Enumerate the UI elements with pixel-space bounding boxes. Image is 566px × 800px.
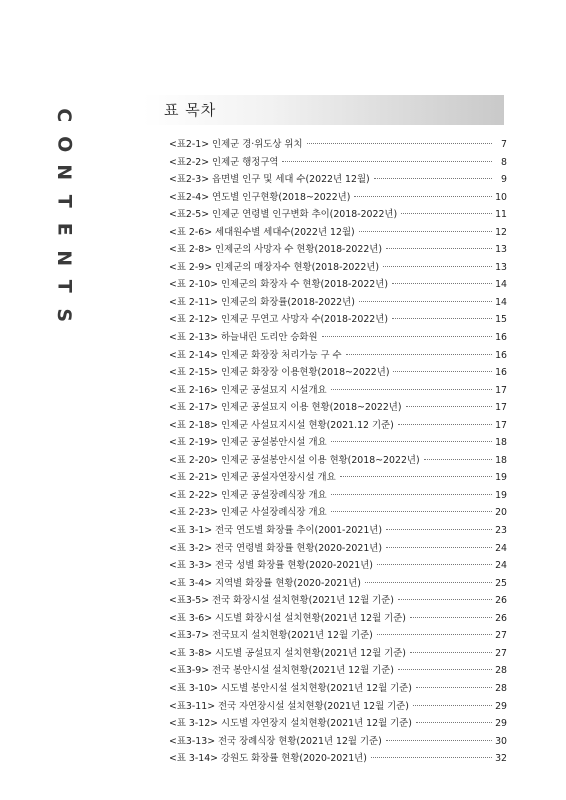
- toc-entry-page-number: 24: [495, 542, 507, 554]
- toc-entry-page-number: 23: [495, 525, 507, 537]
- contents-letter: T: [53, 194, 76, 208]
- toc-leader-dots: [413, 705, 492, 706]
- toc-entry-label: <표 2-22> 인제군 공설장례식장 개요: [169, 489, 327, 501]
- toc-entry[interactable]: [169, 504, 507, 522]
- toc-leader-dots: [331, 511, 492, 512]
- toc-leader-dots: [331, 441, 492, 442]
- toc-entry-page-number: 18: [495, 437, 507, 449]
- toc-leader-dots: [377, 564, 492, 565]
- contents-letter: E: [53, 222, 76, 236]
- toc-leader-dots: [386, 547, 492, 548]
- toc-entry-page-number: 25: [495, 577, 507, 589]
- toc-entry-label: <표 3-10> 시도별 봉안시설 설치현황(2021년 12월 기준): [169, 682, 412, 694]
- toc-entry-page-number: 32: [495, 753, 507, 765]
- toc-entry-label: <표 2-19> 인제군 공설봉안시설 개요: [169, 437, 327, 449]
- toc-entry[interactable]: [169, 662, 507, 680]
- toc-entry[interactable]: [169, 680, 507, 698]
- toc-entry-page-number: 16: [495, 367, 507, 379]
- contents-letter: S: [53, 307, 76, 322]
- toc-entry-label: <표 3-1> 전국 연도별 화장률 추이(2001-2021년): [169, 525, 383, 537]
- toc-entry-page-number: 13: [495, 244, 507, 256]
- toc-entry-label: <표 3-3> 전국 성별 화장률 현황(2020-2021년): [169, 560, 373, 572]
- toc-leader-dots: [359, 301, 492, 302]
- toc-entry-label: <표 2-10> 인제군의 화장자 수 현황(2018-2022년): [169, 279, 388, 291]
- toc-entry-page-number: 16: [495, 349, 507, 361]
- toc-entry-label: <표 2-20> 인제군 공설봉안시설 이용 현황(2018~2022년): [169, 454, 420, 466]
- toc-leader-dots: [392, 318, 492, 319]
- toc-entry-label: <표3-7> 전국묘지 설치현황(2021년 12월 기준): [169, 630, 373, 642]
- toc-entry-label: <표 3-14> 강원도 화장률 현황(2020-2021년): [169, 753, 367, 765]
- toc-entry-label: <표 2-14> 인제군 화장장 처리가능 구 수: [169, 349, 342, 361]
- toc-entry-label: <표 2-21> 인제군 공설자연장시설 개요: [169, 472, 336, 484]
- toc-entry-label: <표 2-13> 하늘내린 도리안 승화원: [169, 332, 318, 344]
- toc-entry-label: <표 3-2> 전국 연령별 화장률 현황(2020-2021년): [169, 542, 383, 554]
- toc-entry[interactable]: [169, 575, 507, 593]
- toc-leader-dots: [354, 196, 492, 197]
- toc-leader-dots: [398, 599, 492, 600]
- toc-entry-page-number: 17: [495, 384, 507, 396]
- toc-entry-page-number: 10: [495, 191, 507, 203]
- toc-entry[interactable]: [169, 364, 507, 382]
- toc-entry-label: <표2-5> 인제군 연령별 인구변화 추이(2018-2022년): [169, 209, 398, 221]
- toc-entry-label: <표 2-23> 인제군 사설장례식장 개요: [169, 507, 327, 519]
- toc-leader-dots: [331, 494, 492, 495]
- toc-entry-page-number: 28: [495, 682, 507, 694]
- toc-leader-dots: [393, 371, 492, 372]
- toc-leader-dots: [386, 248, 492, 249]
- contents-letter: N: [53, 164, 76, 181]
- toc-leader-dots: [410, 617, 492, 618]
- toc-leader-dots: [282, 161, 492, 162]
- toc-entry-label: <표2-1> 인제군 경·위도상 위치: [169, 139, 303, 150]
- toc-entry-page-number: 28: [495, 665, 507, 677]
- toc-entry-label: <표3-9> 전국 봉안시설 설치현황(2021년 12월 기준): [169, 665, 394, 677]
- toc-entry-page-number: 27: [495, 630, 507, 642]
- contents-letter: N: [53, 249, 76, 266]
- toc-entry-label: <표3-11> 전국 자연장시설 설치현황(2021년 12월 기준): [169, 700, 409, 712]
- toc-entry[interactable]: [169, 259, 507, 277]
- toc-leader-dots: [406, 406, 492, 407]
- toc-leader-dots: [416, 687, 492, 688]
- toc-entry[interactable]: [169, 452, 507, 470]
- toc-entry-page-number: 16: [495, 332, 507, 344]
- toc-entry-page-number: 7: [501, 139, 507, 150]
- contents-letter: O: [53, 135, 76, 152]
- toc-entry[interactable]: [169, 469, 507, 487]
- toc-leader-dots: [386, 740, 492, 741]
- toc-entry-label: <표 2-17> 인제군 공설묘지 이용 현황(2018~2022년): [169, 402, 402, 414]
- toc-entry[interactable]: [169, 311, 507, 329]
- toc-entry[interactable]: [169, 557, 507, 575]
- contents-letter: T: [53, 279, 76, 293]
- toc-entry-page-number: 14: [495, 296, 507, 308]
- toc-entry-page-number: 14: [495, 279, 507, 291]
- toc-entry-page-number: 29: [495, 718, 507, 730]
- toc-entry[interactable]: [169, 382, 507, 400]
- toc-entry-page-number: 29: [495, 700, 507, 712]
- toc-entry-page-number: 8: [501, 156, 507, 168]
- toc-entry-label: <표 2-12> 인제군 무연고 사망자 수(2018-2022년): [169, 314, 388, 326]
- toc-entry[interactable]: [169, 750, 507, 768]
- toc-entry[interactable]: [169, 715, 507, 733]
- toc-leader-dots: [392, 283, 492, 284]
- toc-leader-dots: [401, 213, 492, 214]
- toc-entry-label: <표2-3> 읍면별 인구 및 세대 수(2022년 12월): [169, 174, 370, 186]
- toc-leader-dots: [322, 336, 492, 337]
- page-title: 표 목차: [164, 101, 217, 119]
- toc-entry-page-number: 19: [495, 472, 507, 484]
- toc-entry[interactable]: [169, 136, 507, 154]
- table-of-contents-list: [169, 136, 507, 768]
- toc-entry[interactable]: [169, 733, 507, 751]
- toc-entry-label: <표 2-16> 인제군 공설묘지 시설개요: [169, 384, 327, 396]
- toc-entry[interactable]: [169, 522, 507, 540]
- toc-leader-dots: [424, 459, 492, 460]
- toc-entry[interactable]: [169, 610, 507, 628]
- toc-entry-label: <표 2-18> 인제군 사설묘지시설 현황(2021.12 기준): [169, 419, 394, 431]
- toc-entry[interactable]: [169, 329, 507, 347]
- toc-entry-page-number: 11: [495, 209, 507, 221]
- toc-entry[interactable]: [169, 224, 507, 242]
- toc-entry-page-number: 13: [495, 261, 507, 273]
- toc-entry-label: <표3-5> 전국 화장시설 설치현황(2021년 12월 기준): [169, 595, 394, 607]
- toc-entry-label: <표 2-8> 인제군의 사망자 수 현황(2018-2022년): [169, 244, 383, 256]
- toc-leader-dots: [377, 634, 492, 635]
- toc-entry-page-number: 17: [495, 402, 507, 414]
- toc-entry-label: <표 3-8> 시도별 공설묘지 설치현황(2021년 12월 기준): [169, 647, 406, 659]
- toc-leader-dots: [383, 266, 492, 267]
- toc-entry-page-number: 19: [495, 489, 507, 501]
- toc-leader-dots: [371, 757, 492, 758]
- toc-entry-label: <표2-4> 연도별 인구현황(2018~2022년): [169, 191, 351, 203]
- toc-entry-label: <표 2-9> 인제군의 매장자수 현황(2018-2022년): [169, 261, 380, 273]
- toc-entry-page-number: 27: [495, 647, 507, 659]
- toc-entry[interactable]: [169, 171, 507, 189]
- toc-entry[interactable]: [169, 487, 507, 505]
- toc-leader-dots: [410, 652, 492, 653]
- toc-leader-dots: [340, 476, 492, 477]
- toc-entry[interactable]: [169, 540, 507, 558]
- toc-entry[interactable]: [169, 698, 507, 716]
- toc-entry-label: <표 3-4> 지역별 화장률 현황(2020-2021년): [169, 577, 361, 589]
- toc-entry-page-number: 30: [495, 735, 507, 747]
- toc-leader-dots: [346, 354, 492, 355]
- toc-entry[interactable]: [169, 276, 507, 294]
- toc-entry[interactable]: [169, 154, 507, 172]
- toc-leader-dots: [359, 231, 492, 232]
- toc-leader-dots: [398, 424, 492, 425]
- toc-entry-page-number: 24: [495, 560, 507, 572]
- toc-entry-page-number: 18: [495, 454, 507, 466]
- toc-leader-dots: [386, 529, 492, 530]
- toc-entry[interactable]: [169, 206, 507, 224]
- toc-entry-label: <표3-13> 전국 장례식장 현황(2021년 12월 기준): [169, 735, 382, 747]
- toc-entry-label: <표 2-15> 인제군 화장장 이용현황(2018~2022년): [169, 367, 390, 379]
- toc-leader-dots: [374, 178, 492, 179]
- toc-leader-dots: [398, 669, 492, 670]
- toc-entry-label: <표 2-11> 인제군의 화장률(2018-2022년): [169, 296, 355, 308]
- toc-entry-page-number: 12: [495, 226, 507, 238]
- toc-entry[interactable]: [169, 347, 507, 365]
- toc-leader-dots: [365, 582, 492, 583]
- contents-letter: C: [53, 108, 76, 123]
- toc-entry-label: <표2-2> 인제군 행정구역: [169, 156, 279, 168]
- toc-leader-dots: [416, 722, 492, 723]
- toc-entry-label: <표 3-6> 시도별 화장시설 설치현황(2021년 12월 기준): [169, 612, 406, 624]
- toc-entry[interactable]: [169, 417, 507, 435]
- toc-entry-page-number: 17: [495, 419, 507, 431]
- toc-entry-page-number: 9: [501, 174, 507, 186]
- toc-entry[interactable]: [169, 399, 507, 417]
- contents-side-label: [52, 101, 76, 329]
- toc-entry[interactable]: [169, 189, 507, 207]
- toc-leader-dots: [307, 143, 492, 144]
- toc-entry-page-number: 15: [495, 314, 507, 326]
- toc-entry[interactable]: [169, 645, 507, 663]
- toc-entry[interactable]: [169, 241, 507, 259]
- toc-entry[interactable]: [169, 627, 507, 645]
- toc-entry-label: <표 3-12> 시도별 자연장지 설치현황(2021년 12월 기준): [169, 718, 412, 730]
- toc-entry-page-number: 26: [495, 612, 507, 624]
- toc-entry[interactable]: [169, 434, 507, 452]
- toc-entry-page-number: 26: [495, 595, 507, 607]
- toc-entry[interactable]: [169, 592, 507, 610]
- toc-entry[interactable]: [169, 294, 507, 312]
- toc-entry-label: <표 2-6> 세대원수별 세대수(2022년 12월): [169, 226, 355, 238]
- toc-leader-dots: [331, 389, 492, 390]
- toc-entry-page-number: 20: [495, 507, 507, 519]
